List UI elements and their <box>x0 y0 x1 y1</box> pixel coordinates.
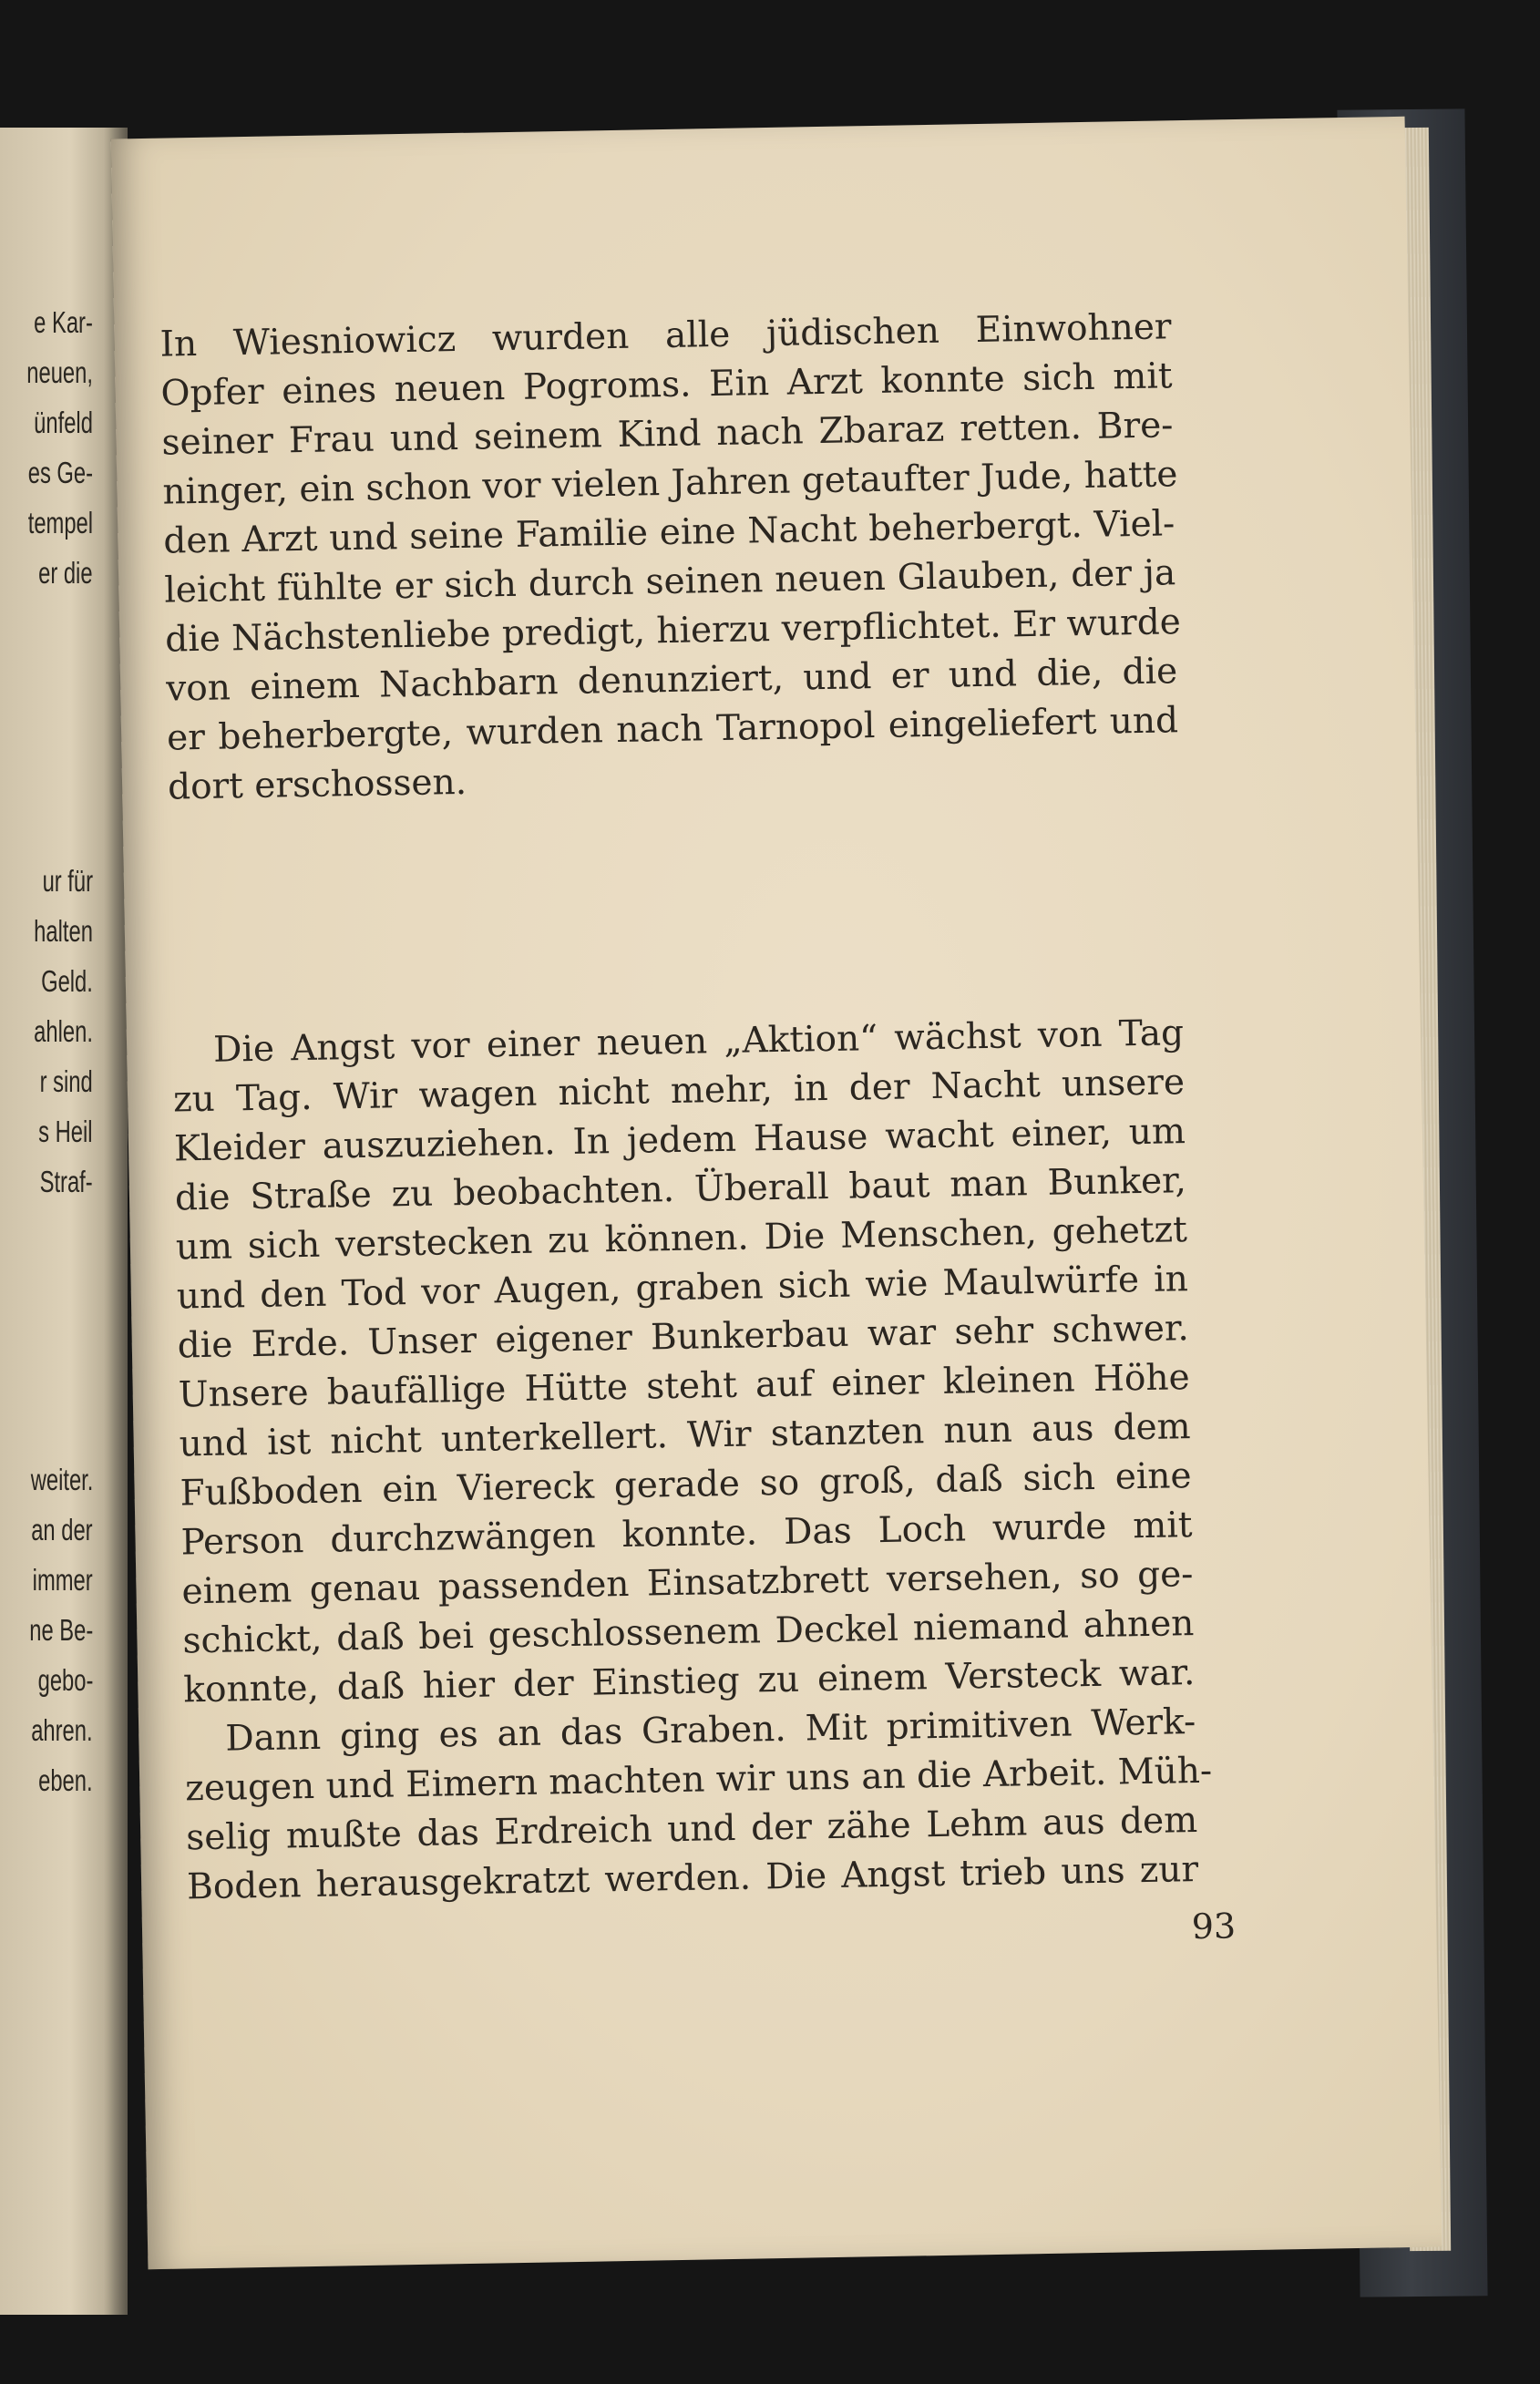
left-fragment: ahren. <box>31 1713 93 1747</box>
text-line: In Wiesniowicz wurden alle jüdischen Einwohner <box>159 306 1172 365</box>
text-line: Unsere baufällige Hütte steht auf einer kleinen Höhe <box>178 1357 1190 1416</box>
text-line: zu Tag. Wir wagen nicht mehr, in der Nacht unsere <box>172 1062 1186 1121</box>
text-line: Kleider auszuziehen. In jedem Hause wacht einer, um <box>173 1111 1186 1170</box>
text-line: den Arzt und seine Familie eine Nacht beherbergt. Viel- <box>163 503 1176 562</box>
text-line: um sich verstecken zu können. Die Menschen, gehetzt <box>175 1209 1188 1269</box>
text-line: Person durchzwängen konnte. Das Loch wurde mit <box>180 1505 1193 1564</box>
left-fragment: Straf- <box>39 1165 93 1198</box>
text-line: von einem Nachbarn denunziert, und er und die, die <box>165 651 1178 710</box>
left-fragment: ahlen. <box>34 1014 93 1048</box>
text-line: die Erde. Unser eigener Bunkerbau war sehr schwer. <box>177 1308 1190 1367</box>
text-line: Boden herausgekratzt werden. Die Angst trieb uns zur <box>186 1849 1199 1908</box>
text-line: konnte, daß hier der Einstieg zu einem Versteck war. <box>183 1652 1196 1711</box>
text-line: und ist nicht unterkellert. Wir stanzten nun aus dem <box>179 1406 1191 1465</box>
text-line: er beherbergte, wurden nach Tarnopol eingeliefert und <box>166 700 1179 759</box>
text-line: Die Angst vor einer neuen „Aktion“ wächst von Tag <box>212 1012 1185 1071</box>
left-fragment: er die <box>38 556 93 590</box>
left-fragment: ur für <box>42 864 93 898</box>
left-fragment: eben. <box>38 1763 93 1797</box>
book-page <box>111 117 1442 2269</box>
text-line: zeugen und Eimern machten wir uns an die Arbeit. Müh- <box>184 1750 1213 1810</box>
left-fragment: tempel <box>27 506 93 539</box>
left-fragment: r sind <box>39 1064 93 1098</box>
text-line: selig mußte das Erdreich und der zähe Lehm aus dem <box>185 1800 1198 1859</box>
left-fragment: gebo- <box>37 1663 93 1697</box>
paragraph-2 <box>172 1009 1213 1912</box>
left-fragment: neuen, <box>26 355 93 389</box>
text-line: die Nächstenliebe predigt, hierzu verpflichtet. Er wurde <box>164 601 1182 661</box>
text-line: Opfer eines neuen Pogroms. Ein Arzt konnte sich mit <box>160 355 1173 415</box>
text-line: ninger, ein schon vor vielen Jahren getaufter Jude, hatte <box>162 454 1178 513</box>
left-fragment: halten <box>34 914 93 948</box>
text-line: schickt, daß bei geschlossenem Deckel niemand ahnen <box>182 1603 1195 1662</box>
left-fragment: an der <box>31 1513 93 1547</box>
text-line: und den Tod vor Augen, graben sich wie Maulwürfe in <box>176 1259 1189 1318</box>
text-line: leicht fühlte er sich durch seinen neuen Glauben, der ja <box>163 552 1176 611</box>
left-fragment: ne Be- <box>28 1613 93 1647</box>
text-line: Fußboden ein Viereck gerade so groß, daß sich eine <box>180 1455 1192 1515</box>
left-fragment: weiter. <box>30 1463 93 1496</box>
text-line: dort erschossen. <box>167 761 467 808</box>
left-fragment: es Ge- <box>27 456 93 489</box>
text-line: seiner Frau und seinem Kind nach Zbaraz retten. Bre- <box>161 405 1174 464</box>
text-line: einem genau passenden Einsatzbrett versehen, so ge- <box>181 1554 1194 1613</box>
left-fragment: e Kar- <box>34 305 93 339</box>
left-fragment: immer <box>33 1563 93 1597</box>
page-number: 93 <box>1191 1906 1237 1947</box>
left-fragment: Geld. <box>41 964 93 998</box>
left-fragment: s Heil <box>38 1115 93 1148</box>
previous-page <box>0 128 128 2315</box>
text-line: Dann ging es an das Graben. Mit primitiven Werk- <box>224 1701 1196 1760</box>
left-fragment: ünfeld <box>34 406 93 439</box>
paragraph-1 <box>159 303 1182 812</box>
text-line: die Straße zu beobachten. Überall baut man Bunker, <box>174 1160 1187 1219</box>
